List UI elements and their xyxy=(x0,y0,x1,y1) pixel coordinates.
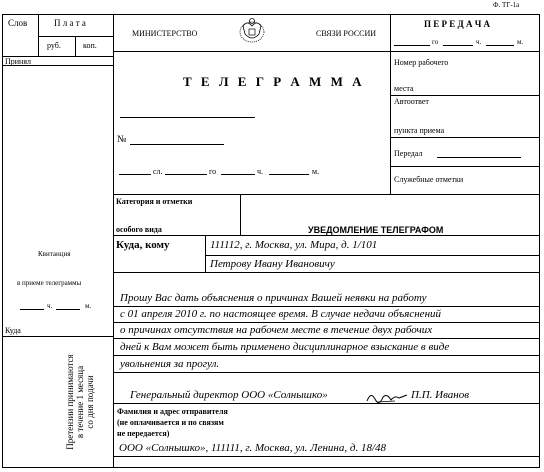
address-line-2: Петрову Ивану Ивановичу xyxy=(210,258,335,270)
number-prefix: № xyxy=(117,134,127,145)
address-line-1: 111112, г. Москва, ул. Мира, д. 1/101 xyxy=(210,239,378,251)
telegram-title: Т Е Л Е Г Р А М М А xyxy=(183,74,365,89)
category-label-2: особого вида xyxy=(116,225,162,234)
workplace-word: места xyxy=(394,84,414,93)
transfer-title: П Е Р Е Д А Ч А xyxy=(424,19,491,29)
form-code: Ф. ТГ-1а xyxy=(493,1,520,9)
signature-position: Генеральный директор ООО «Солнышко» xyxy=(130,389,328,401)
sender-label-3: не передается) xyxy=(117,429,170,438)
message-line-2: с 01 апреля 2010 г. по настоящее время. В случае недачи объяснений xyxy=(120,308,442,320)
sender-label-2: (не оплачивается и по связям xyxy=(117,418,224,427)
receipt-title: Квитанция xyxy=(38,250,71,258)
ministry-label: МИНИСТЕРСТВО xyxy=(132,29,198,38)
communications-label: СВЯЗИ РОССИИ xyxy=(316,29,377,38)
autoreply-label: Автоответ xyxy=(394,97,429,106)
receipt-subtitle: в приеме телеграммы xyxy=(17,279,82,287)
rub-label: руб. xyxy=(47,41,61,50)
transmitted-label: Передал xyxy=(394,149,423,158)
category-label: Категория и отметки xyxy=(116,197,193,206)
service-marks-label: Служебные отметки xyxy=(394,175,464,184)
message-line-1: Прошу Вас дать объяснения о причинах Вашей неявки на работу xyxy=(120,292,427,304)
where-whom-label: Куда, кому xyxy=(116,239,170,251)
accepted-label: Принял xyxy=(5,57,32,66)
message-line-3: о причинах отсутствия на рабочем месте в течение двух рабочих xyxy=(120,324,433,336)
telegraph-notice: УВЕДОМЛЕНИЕ ТЕЛЕГРАФОМ xyxy=(308,225,444,235)
signature-scribble-icon xyxy=(365,389,409,405)
header-date-line: сл. го ч. м. xyxy=(119,165,379,177)
reception-point-label: пункта приема xyxy=(394,126,445,135)
where-label-left: Куда xyxy=(5,326,21,335)
coat-of-arms-icon xyxy=(237,16,267,46)
signature-name: П.П. Иванов xyxy=(411,389,470,401)
message-line-5: увольнения за прогул. xyxy=(120,358,220,370)
workplace-number-label: Номер рабочего xyxy=(394,58,449,67)
sender-value: ООО «Солнышко», 111111, г. Москва, ул. Ленина, д. 18/48 xyxy=(119,442,387,454)
sender-label-1: Фамилия и адрес отправителя xyxy=(117,407,228,416)
message-line-4: дней к Вам может быть применено дисциплинарное взыскание в виде xyxy=(120,341,450,353)
transfer-date-line: го ч. м. xyxy=(392,37,538,49)
words-label: Слов xyxy=(8,18,28,28)
kop-label: коп. xyxy=(83,41,97,50)
receipt-time-line: ч. м. xyxy=(20,301,110,311)
claims-notice: Претензии принимаются в течение 1 месяца со дня подачи xyxy=(65,354,95,450)
payment-label: П л а т а xyxy=(54,18,86,28)
